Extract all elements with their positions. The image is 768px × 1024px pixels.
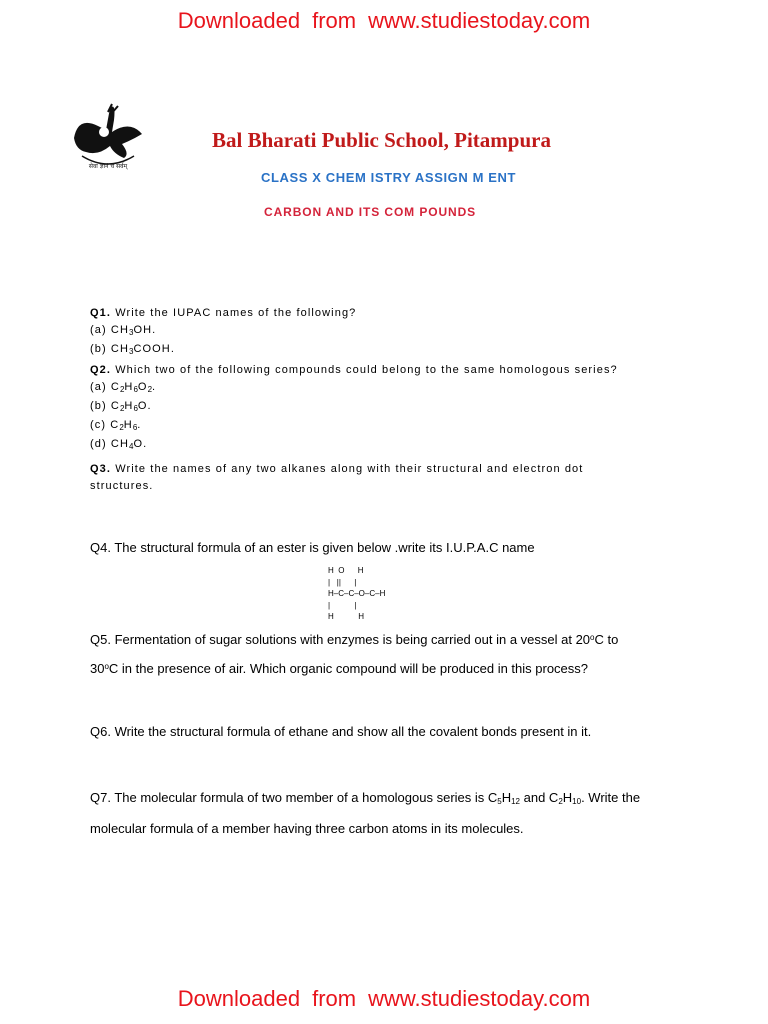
question-text: Write the names of any two alkanes along with their structural and electron dot [115, 463, 584, 475]
ester-structural-formula [328, 565, 385, 623]
chapter-title: CARBON AND ITS COM POUNDS [264, 205, 477, 219]
formula-part: C [110, 400, 120, 412]
option-label: (a) [90, 324, 107, 336]
banner-word-from: from [312, 986, 357, 1011]
question-2 [90, 362, 618, 455]
formula-subscript: 5 [497, 797, 502, 806]
question-number: Q2. [90, 364, 112, 376]
formula-subscript: 2 [558, 797, 563, 806]
banner-word-downloaded: Downloaded [177, 986, 301, 1011]
formula-subscript: 6 [132, 423, 138, 432]
formula-subscript: 6 [133, 385, 138, 394]
question-3-line-2: structures. [90, 480, 154, 492]
option-label: (a) [90, 381, 107, 393]
structure-row: H–C–C–O–C–H [328, 589, 386, 598]
option-d [90, 436, 618, 455]
formula-subscript: 3 [129, 328, 134, 337]
banner-site-link[interactable]: www.studiestoday.com [368, 986, 591, 1011]
question-text: and C [520, 790, 559, 805]
question-text: C to [594, 632, 619, 647]
option-label: (d) [90, 438, 107, 450]
formula-subscript: 12 [511, 797, 521, 806]
option-a [90, 322, 356, 341]
formula-part: H [124, 400, 134, 412]
question-number: Q3. [90, 463, 112, 475]
option-a [90, 379, 618, 398]
question-5-line-1 [90, 624, 618, 653]
formula-subscript: 2 [147, 385, 153, 394]
structure-row: H O H [328, 566, 364, 575]
question-text: Write the IUPAC names of the following? [115, 307, 357, 319]
question-text: . Write the [581, 790, 641, 805]
option-b [90, 341, 356, 360]
question-text: Q5. Fermentation of sugar solutions with enzymes is being carried out in a vessel at 20 [90, 632, 591, 647]
degree-superscript: o [590, 633, 595, 642]
option-label: (c) [90, 419, 107, 431]
formula-part: O. [133, 438, 148, 450]
formula-part: C [110, 381, 120, 393]
formula-part: O. [137, 400, 152, 412]
option-label: (b) [90, 343, 107, 355]
question-7 [90, 784, 640, 842]
question-text: 30 [90, 661, 105, 676]
formula-subscript: 3 [129, 347, 134, 356]
question-7-line-2: molecular formula of a member having three carbon atoms in its molecules. [90, 821, 524, 836]
structure-row: H H [328, 612, 365, 621]
formula-subscript: 2 [119, 423, 124, 432]
question-6 [90, 718, 591, 745]
assignment-title: CLASS X CHEM ISTRY ASSIGN M ENT [261, 170, 517, 185]
formula-part: H [501, 790, 512, 805]
option-label: (b) [90, 400, 107, 412]
option-b [90, 398, 618, 417]
question-4 [90, 534, 535, 561]
structure-row: | || | [328, 577, 357, 587]
structure-row: | | [328, 600, 357, 610]
question-text: Which two of the following compounds could belong to the same homologous series? [115, 364, 618, 376]
formula-subscript: 10 [572, 797, 582, 806]
question-5-line-2 [90, 653, 618, 682]
formula-part: H [124, 381, 134, 393]
formula-part: CH [110, 324, 129, 336]
formula-subscript: 4 [129, 442, 134, 451]
download-banner-bottom [0, 986, 768, 1012]
question-1-prompt [90, 305, 356, 322]
banner-word-from: from [312, 8, 357, 33]
question-3-line-1 [90, 461, 583, 478]
banner-site-link[interactable]: www.studiestoday.com [368, 8, 591, 33]
formula-part: H [123, 419, 133, 431]
formula-part: . [137, 419, 142, 431]
question-5 [90, 624, 618, 682]
option-c [90, 417, 618, 436]
formula-part: CH [110, 438, 129, 450]
question-text: C in the presence of air. Which organic compound will be produced in this process? [108, 661, 589, 676]
question-text: Q7. The molecular formula of two member of a homologous series is C [90, 790, 498, 805]
school-logo [68, 98, 148, 180]
formula-part: H [562, 790, 573, 805]
formula-part: OH. [133, 324, 157, 336]
download-banner-top [0, 8, 768, 34]
logo-motto: सेवा ज्ञानं च सर्वम् [88, 163, 128, 170]
formula-part: COOH. [133, 343, 176, 355]
question-1 [90, 305, 356, 360]
question-number: Q1. [90, 307, 112, 319]
question-7-line-1 [90, 784, 640, 815]
formula-subscript: 2 [119, 385, 125, 394]
formula-part: . [152, 381, 157, 393]
question-3 [90, 461, 583, 495]
school-name: Bal Bharati Public School, Pitampura [212, 128, 551, 152]
formula-part: C [110, 419, 120, 431]
question-2-prompt [90, 362, 618, 379]
formula-part: CH [110, 343, 129, 355]
question-4-text: Q4. The structural formula of an ester is given below .write its I.U.P.A.C name [90, 540, 535, 555]
degree-superscript: o [104, 662, 109, 671]
formula-part: O [137, 381, 148, 393]
formula-subscript: 2 [119, 404, 125, 413]
formula-subscript: 6 [133, 404, 138, 413]
question-6-text: Q6. Write the structural formula of ethane and show all the covalent bonds present in it. [90, 724, 592, 739]
banner-word-downloaded: Downloaded [177, 8, 301, 33]
